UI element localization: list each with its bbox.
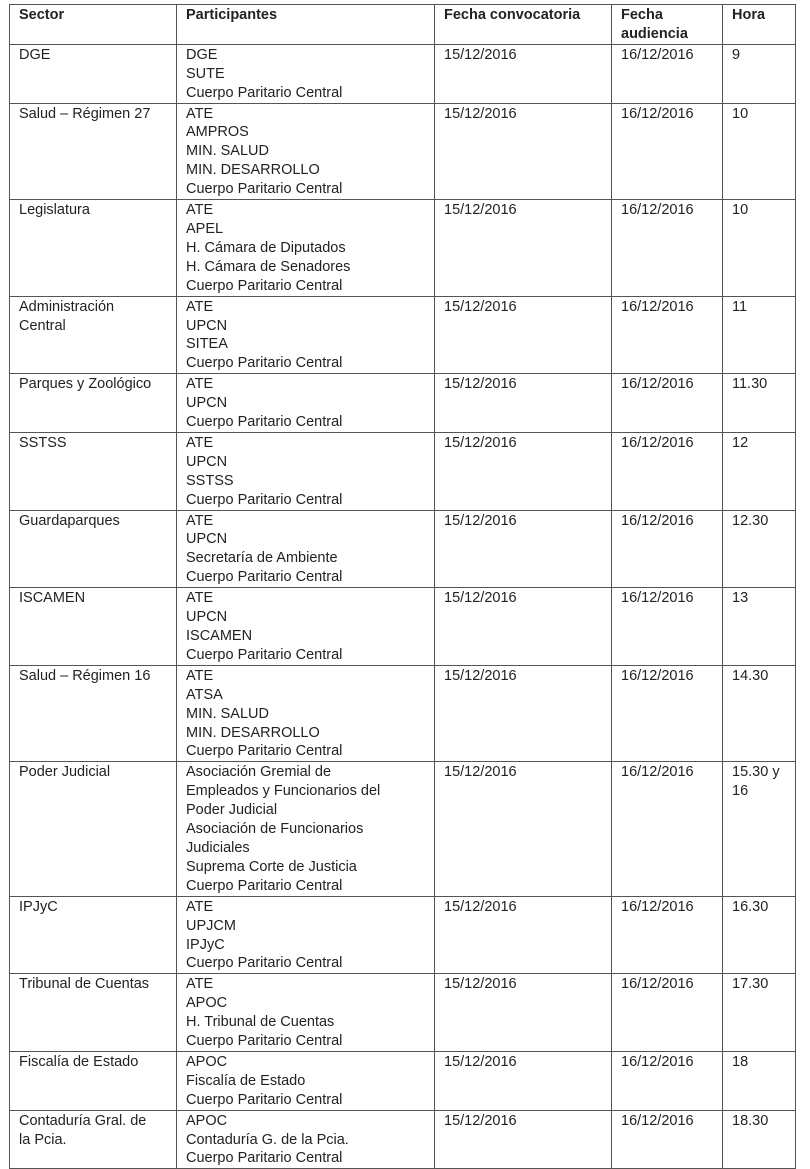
participante-line: MIN. DESARROLLO [186,162,320,179]
hora-cell [723,896,796,974]
participante-line: SSTSS [186,472,234,489]
participante-line: ATE [186,512,214,529]
participante-line: Cuerpo Paritario Central [186,569,343,586]
fecha-convocatoria-cell: 15/12/2016 [435,44,612,103]
participante-line: Fiscalía de Estado [186,1072,306,1089]
participantes-cell [177,974,435,1052]
participante-line: Cuerpo Paritario Central [186,491,343,508]
participante-line: Empleados y Funcionarios del [186,783,381,800]
participante-line: Poder Judicial [186,802,278,819]
hora-line: 15.30 y [732,764,780,781]
sector-line: Salud – Régimen 16 [19,667,151,684]
fecha-audiencia-cell: 16/12/2016 [612,510,723,588]
participante-line: MIN. DESARROLLO [186,724,320,741]
participante-line: Cuerpo Paritario Central [186,877,343,894]
hora-cell [723,974,796,1052]
hora-cell [723,762,796,896]
hora-line: 16.30 [732,898,769,915]
hora-cell [723,1051,796,1110]
table-row [10,896,796,974]
table-row [10,762,796,896]
participante-line: ATE [186,202,214,219]
hora-cell [723,432,796,510]
participante-line: UPCN [186,531,228,548]
table-row [10,103,796,200]
participante-line: Cuerpo Paritario Central [186,955,343,972]
sector-cell [10,44,177,103]
participante-line: UPCN [186,395,228,412]
participante-line: APEL [186,220,224,237]
participante-line: Suprema Corte de Justicia [186,858,357,875]
hora-line: 13 [732,590,749,607]
sector-line: ISCAMEN [19,590,86,607]
participante-line: ATE [186,434,214,451]
fecha-convocatoria-cell: 15/12/2016 [435,1051,612,1110]
fecha-audiencia-cell: 16/12/2016 [612,665,723,762]
participantes-cell [177,896,435,974]
participantes-cell [177,200,435,297]
sector-cell [10,200,177,297]
sector-cell [10,1110,177,1169]
hora-line: 14.30 [732,667,769,684]
participante-line: ATE [186,298,214,315]
participante-line: Cuerpo Paritario Central [186,277,343,294]
participante-line: ATE [186,667,214,684]
participante-line: ATSA [186,686,223,703]
participante-line: Cuerpo Paritario Central [186,181,343,198]
participante-line: Cuerpo Paritario Central [186,743,343,760]
participante-line: ATE [186,105,214,122]
sector-cell [10,896,177,974]
fecha-audiencia-cell: 16/12/2016 [612,1051,723,1110]
sector-line: Poder Judicial [19,764,111,781]
hora-line: 12.30 [732,512,769,529]
sector-line: Parques y Zoológico [19,376,152,393]
hora-line: 11.30 [732,376,768,393]
hora-line: 9 [732,46,741,63]
participante-line: Cuerpo Paritario Central [186,646,343,663]
participantes-cell [177,1051,435,1110]
fecha-convocatoria-cell: 15/12/2016 [435,665,612,762]
hora-line: 18.30 [732,1112,769,1129]
header-fecha-audiencia: Fecha audiencia [612,5,723,45]
participante-line: APOC [186,1112,228,1129]
participante-line: UPCN [186,609,228,626]
participante-line: Cuerpo Paritario Central [186,1150,343,1167]
table-row [10,432,796,510]
sector-line: Tribunal de Cuentas [19,976,150,993]
sector-cell [10,974,177,1052]
hora-line: 17.30 [732,976,769,993]
fecha-convocatoria-cell: 15/12/2016 [435,200,612,297]
header-fecha-convocatoria: Fecha convocatoria [435,5,612,45]
hora-cell [723,296,796,374]
participante-line: Cuerpo Paritario Central [186,1091,343,1108]
participante-line: Secretaría de Ambiente [186,550,338,567]
hora-line: 18 [732,1053,749,1070]
participantes-cell [177,296,435,374]
hora-cell [723,665,796,762]
table-row [10,374,796,433]
participantes-cell [177,44,435,103]
sector-line: DGE [19,46,51,63]
sector-line: Administración [19,298,115,315]
participantes-cell [177,103,435,200]
fecha-audiencia-cell: 16/12/2016 [612,588,723,666]
sector-line: SSTSS [19,434,67,451]
sector-line: Salud – Régimen 27 [19,105,151,122]
hora-line: 10 [732,202,749,219]
hora-line: 11 [732,298,748,315]
participante-line: UPJCM [186,917,236,934]
audiencias-table [9,4,796,1169]
fecha-convocatoria-cell: 15/12/2016 [435,588,612,666]
participante-line: AMPROS [186,124,249,141]
participante-line: Cuerpo Paritario Central [186,414,343,431]
fecha-convocatoria-cell: 15/12/2016 [435,296,612,374]
participantes-cell [177,762,435,896]
participante-line: Contaduría G. de la Pcia. [186,1131,349,1148]
participante-line: ATE [186,590,214,607]
participante-line: ATE [186,976,214,993]
hora-line: 10 [732,105,749,122]
header-sector: Sector [10,5,177,45]
participante-line: SITEA [186,336,228,353]
participantes-cell [177,510,435,588]
sector-line: Fiscalía de Estado [19,1053,139,1070]
participantes-cell [177,665,435,762]
table-row [10,200,796,297]
hora-line: 16 [732,783,749,800]
table-row [10,296,796,374]
fecha-audiencia-cell: 16/12/2016 [612,974,723,1052]
fecha-audiencia-cell: 16/12/2016 [612,374,723,433]
table-row [10,665,796,762]
hora-line: 12 [732,434,749,451]
participante-line: IPJyC [186,936,225,953]
participante-line: Cuerpo Paritario Central [186,355,343,372]
fecha-audiencia-cell: 16/12/2016 [612,432,723,510]
sector-line: la Pcia. [19,1131,67,1148]
fecha-convocatoria-cell: 15/12/2016 [435,103,612,200]
fecha-audiencia-cell: 16/12/2016 [612,44,723,103]
hora-cell [723,44,796,103]
sector-cell [10,432,177,510]
fecha-convocatoria-cell: 15/12/2016 [435,374,612,433]
participante-line: H. Cámara de Senadores [186,258,351,275]
table-row [10,1051,796,1110]
sector-cell [10,762,177,896]
participante-line: UPCN [186,317,228,334]
sector-cell [10,296,177,374]
header-participantes: Participantes [177,5,435,45]
sector-cell [10,588,177,666]
participante-line: ISCAMEN [186,628,253,644]
header-row [10,5,796,45]
sector-line: IPJyC [19,898,58,915]
fecha-convocatoria-cell: 15/12/2016 [435,974,612,1052]
hora-cell [723,200,796,297]
fecha-audiencia-cell: 16/12/2016 [612,1110,723,1169]
table-row [10,44,796,103]
participante-line: ATE [186,898,214,915]
hora-cell [723,374,796,433]
participantes-cell [177,374,435,433]
fecha-audiencia-cell: 16/12/2016 [612,200,723,297]
sector-cell [10,374,177,433]
fecha-convocatoria-cell: 15/12/2016 [435,896,612,974]
participante-line: MIN. SALUD [186,705,269,722]
hora-cell [723,588,796,666]
hora-cell [723,510,796,588]
fecha-convocatoria-cell: 15/12/2016 [435,510,612,588]
participante-line: Asociación de Funcionarios [186,821,364,838]
table-row [10,588,796,666]
sector-cell [10,665,177,762]
fecha-audiencia-cell: 16/12/2016 [612,296,723,374]
fecha-convocatoria-cell: 15/12/2016 [435,1110,612,1169]
sector-cell [10,103,177,200]
sector-cell [10,510,177,588]
participante-line: UPCN [186,453,228,470]
participante-line: APOC [186,1053,228,1070]
table-row [10,1110,796,1169]
participante-line: MIN. SALUD [186,143,269,160]
table-row [10,974,796,1052]
fecha-convocatoria-cell: 15/12/2016 [435,762,612,896]
participante-line: APOC [186,995,228,1012]
participante-line: Cuerpo Paritario Central [186,1033,343,1050]
participante-line: SUTE [186,65,225,82]
sector-line: Contaduría Gral. de [19,1112,147,1129]
sector-line: Guardaparques [19,512,120,529]
participantes-cell [177,432,435,510]
participante-line: DGE [186,46,218,63]
fecha-convocatoria-cell: 15/12/2016 [435,432,612,510]
fecha-audiencia-cell: 16/12/2016 [612,896,723,974]
sector-cell [10,1051,177,1110]
participante-line: ATE [186,376,214,393]
participante-line: Judiciales [186,839,250,856]
sector-line: Central [19,317,66,334]
fecha-audiencia-cell: 16/12/2016 [612,762,723,896]
participante-line: H. Tribunal de Cuentas [186,1014,335,1031]
participantes-cell [177,1110,435,1169]
participante-line: Asociación Gremial de [186,764,332,781]
table-row [10,510,796,588]
participante-line: H. Cámara de Diputados [186,239,346,256]
fecha-audiencia-cell: 16/12/2016 [612,103,723,200]
hora-cell [723,103,796,200]
sector-line: Legislatura [19,202,90,219]
participantes-cell [177,588,435,666]
participante-line: Cuerpo Paritario Central [186,84,343,101]
header-hora: Hora [723,5,796,45]
hora-cell [723,1110,796,1169]
